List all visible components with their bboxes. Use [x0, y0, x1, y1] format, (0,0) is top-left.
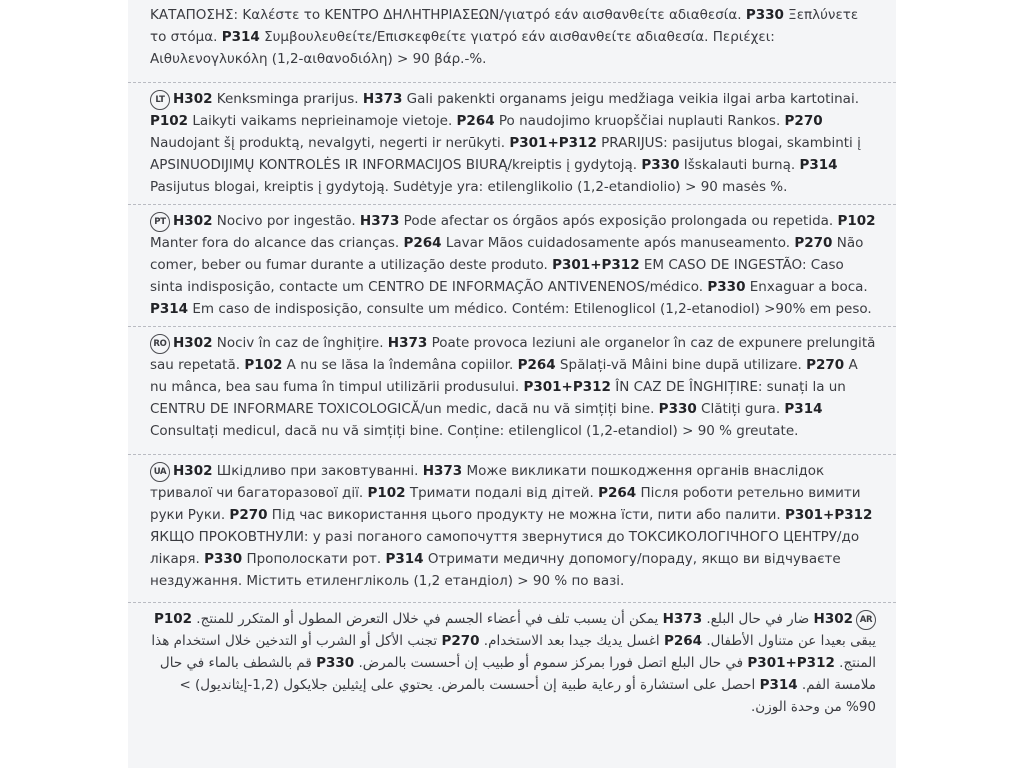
- statement-text: احصل على استشارة أو رعاية طبية إن أحسست بالمرض. يحتوي على إيثيلين جلايكول (1,2-إيثانديول) > 90% من وحدة الوزن.: [179, 677, 876, 715]
- statement-code: P330: [707, 279, 746, 295]
- statement-text: Nocivo por ingestão.: [212, 213, 360, 229]
- section-text: [150, 460, 876, 592]
- statement-code: P301+P312: [523, 379, 611, 395]
- statement-text: Під час використання цього продукту не можна їсти, пити або палити.: [267, 507, 785, 523]
- statement-text: Nociv în caz de înghițire.: [212, 335, 388, 351]
- statement-code: H302: [173, 91, 213, 107]
- statement-text: يمكن أن يسبب تلف في أعضاء الجسم في خلال التعرض المطول أو المتكرر للمنتج.: [192, 611, 663, 627]
- statement-code: P270: [441, 633, 480, 649]
- statement-code: P330: [658, 401, 697, 417]
- statement-text: يبقى بعيدا عن متناول الأطفال.: [702, 633, 876, 649]
- statement-text: اغسل يديك جيدا بعد الاستخدام.: [479, 633, 664, 649]
- statement-code: P314: [759, 677, 798, 693]
- statement-code: H302: [173, 463, 213, 479]
- statement-code: P270: [229, 507, 268, 523]
- statement-text: Може викликати пошкодження органів внаслідок тривалої чи багаторазової дії.: [150, 463, 825, 501]
- statement-text: Poate provoca leziuni ale organelor în caz de expunere prelungită sau repetată.: [150, 335, 876, 373]
- statement-code: H373: [359, 213, 400, 229]
- statement-text: Ξεπλύνετε το στόμα.: [150, 7, 859, 45]
- statement-code: P264: [456, 113, 495, 129]
- separator: [128, 454, 896, 455]
- statement-code: P301+P312: [509, 135, 597, 151]
- statement-text: Отримати медичну допомогу/пораду, якщо ви відчуваєте нездужання. Містить етиленгліколь (1,2 етандіол) > 90 % по вазі.: [150, 551, 841, 589]
- statement-code: P270: [794, 235, 833, 251]
- section-ro: [150, 332, 876, 442]
- label-text-column: [128, 0, 896, 768]
- statement-text: PRARIJUS: pasijutus blogai, skambinti į APSINUODIJIMŲ KONTROLĖS IR INFORMACIJOS BIURĄ/kreiptis į gydytoją.: [150, 135, 861, 173]
- statement-code: P330: [641, 157, 680, 173]
- statement-code: P330: [316, 655, 355, 671]
- separator: [128, 82, 896, 83]
- statement-text: ÎN CAZ DE ÎNGHIȚIRE: sunați la un CENTRU DE INFORMARE TOXICOLOGICĂ/un medic, dacă nu vă simțiți bine.: [150, 379, 846, 417]
- statement-code: H373: [662, 611, 703, 627]
- statement-code: P314: [150, 301, 189, 317]
- statement-text: Lavar Mãos cuidadosamente após manuseamento.: [441, 235, 795, 251]
- separator: [128, 326, 896, 327]
- statement-text: Після роботи ретельно вимити руки Руки.: [150, 485, 861, 523]
- section-text: [150, 332, 876, 442]
- language-badge: AR: [856, 610, 876, 630]
- statement-text: في حال البلع اتصل فورا بمركز سموم أو طبيب إن أحسست بالمرض.: [354, 655, 748, 671]
- statement-text: Συμβουλευθείτε/Επισκεφθείτε γιατρό εάν αισθανθείτε αδιαθεσία. Περιέχει: Αιθυλενογλυκόλη (1,2-αιθανοδιόλη) > 90 βάρ.-%.: [150, 29, 775, 67]
- statement-text: Enxaguar a boca.: [745, 279, 868, 295]
- statement-code: P102: [837, 213, 876, 229]
- statement-code: P314: [385, 551, 424, 567]
- section-text: [150, 210, 876, 320]
- statement-code: P330: [745, 7, 784, 23]
- statement-text: Consultați medicul, dacă nu vă simțiți bine. Conține: etilenglicol (1,2-etandiol) > 90 % greutate.: [150, 423, 799, 439]
- statement-text: ΚΑΤΑΠΟΣΗΣ: Καλέστε το ΚΕΝΤΡΟ ΔΗΛΗΤΗΡΙΑΣΕΩΝ/γιατρό εάν αισθανθείτε αδιαθεσία.: [150, 7, 746, 23]
- section-el: [150, 4, 876, 70]
- statement-code: P270: [806, 357, 845, 373]
- statement-text: Manter fora do alcance das crianças.: [150, 235, 404, 251]
- statement-code: P314: [221, 29, 260, 45]
- statement-text: ЯКЩО ПРОКОВТНУЛИ: у разі поганого самопочуття звернутися до ТОКСИКОЛОГІЧНОГО ЦЕНТРУ/до лікаря.: [150, 529, 860, 567]
- statement-text: A nu se lăsa la îndemâna copiilor.: [282, 357, 518, 373]
- product-label: [128, 0, 896, 768]
- section-text: [150, 608, 876, 718]
- statement-code: P301+P312: [747, 655, 835, 671]
- statement-code: P102: [153, 611, 193, 627]
- statement-code: P314: [799, 157, 838, 173]
- statement-code: P330: [204, 551, 243, 567]
- section-ar: [150, 608, 876, 718]
- statement-code: H302: [173, 335, 213, 351]
- statement-code: P264: [517, 357, 556, 373]
- language-badge: LT: [150, 90, 170, 110]
- statement-code: P264: [403, 235, 442, 251]
- statement-code: H302: [813, 611, 853, 627]
- statement-text: Шкідливо при заковтуванні.: [212, 463, 423, 479]
- statement-text: Spălați-vă Mâini bine după utilizare.: [555, 357, 807, 373]
- language-badge: UA: [150, 462, 170, 482]
- separator: [128, 204, 896, 205]
- section-ua: [150, 460, 876, 592]
- statement-code: H302: [173, 213, 213, 229]
- statement-text: Прополоскати рот.: [242, 551, 386, 567]
- statement-text: Gali pakenkti organams jeigu medžiaga veikia ilgai arba kartotinai.: [402, 91, 859, 107]
- statement-text: تجنب الأكل أو الشرب أو التدخين خلال استخدام هذا المنتج.: [151, 633, 876, 671]
- statement-text: Pode afectar os órgãos após exposição prolongada ou repetida.: [399, 213, 838, 229]
- statement-text: Тримати подалі від дітей.: [405, 485, 599, 501]
- statement-code: H373: [362, 91, 403, 107]
- separator: [128, 602, 896, 603]
- section-lt: [150, 88, 876, 198]
- statement-code: P264: [598, 485, 637, 501]
- statement-text: Não comer, beber ou fumar durante a utilização deste produto.: [150, 235, 864, 273]
- statement-text: Kenksminga prarijus.: [212, 91, 363, 107]
- statement-text: EM CASO DE INGESTÃO: Caso sinta indisposição, contacte um CENTRO DE INFORMAÇÃO ANTIVENENOS/médico.: [150, 257, 844, 295]
- statement-text: Em caso de indisposição, consulte um médico. Contém: Etilenoglicol (1,2-etanodiol) >90% em peso.: [188, 301, 872, 317]
- section-text: [150, 4, 876, 70]
- statement-text: Po naudojimo kruopščiai nuplauti Rankos.: [494, 113, 785, 129]
- language-badge: RO: [150, 334, 170, 354]
- statement-code: P301+P312: [552, 257, 640, 273]
- statement-text: Laikyti vaikams neprieinamoje vietoje.: [188, 113, 457, 129]
- section-pt: [150, 210, 876, 320]
- statement-text: A nu mânca, bea sau fuma în timpul utilizării produsului.: [150, 357, 858, 395]
- statement-code: P270: [784, 113, 823, 129]
- statement-code: P102: [367, 485, 406, 501]
- statement-text: Clătiți gura.: [696, 401, 785, 417]
- section-text: [150, 88, 876, 198]
- statement-code: P301+P312: [784, 507, 873, 523]
- statement-text: قم بالشطف بالماء في حال ملامسة الفم.: [159, 655, 876, 693]
- statement-text: Pasijutus blogai, kreiptis į gydytoją. Sudėtyje yra: etilenglikolio (1,2-etandiolio) > 90 masės %.: [150, 179, 788, 195]
- statement-code: P102: [244, 357, 283, 373]
- statement-text: Naudojant šį produktą, nevalgyti, negerti ir nerūkyti.: [150, 135, 510, 151]
- statement-code: H373: [387, 335, 428, 351]
- statement-text: Išskalauti burną.: [679, 157, 800, 173]
- statement-text: ضار في حال البلع.: [702, 611, 814, 627]
- statement-code: P264: [663, 633, 703, 649]
- language-badge: PT: [150, 212, 170, 232]
- statement-code: H373: [422, 463, 463, 479]
- statement-code: P102: [150, 113, 189, 129]
- statement-code: P314: [784, 401, 823, 417]
